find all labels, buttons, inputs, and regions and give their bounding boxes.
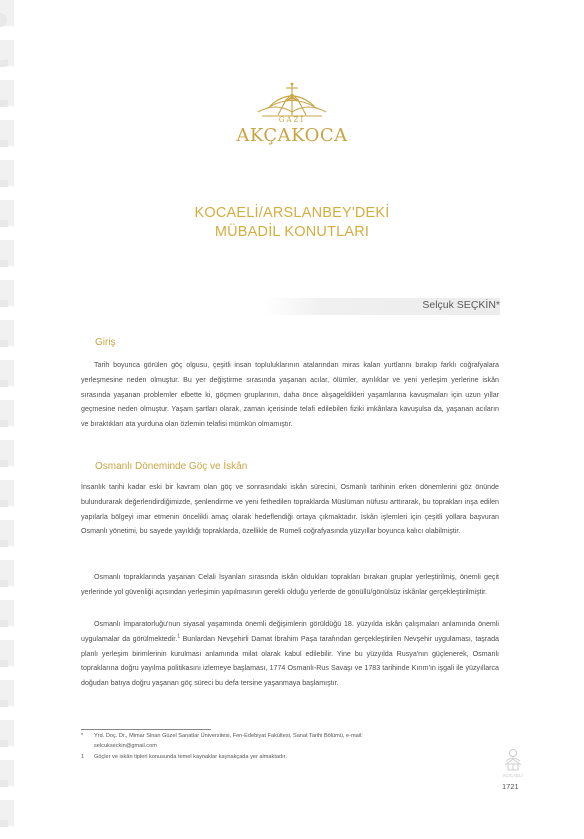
kocaeli-emblem-icon: [500, 747, 526, 779]
footnote-author: [81, 732, 499, 751]
logo-top-text: GAZİ: [278, 116, 306, 124]
footnote-reference[interactable]: 1: [177, 633, 180, 640]
article-title: [100, 204, 484, 242]
page-number: 1721: [502, 782, 519, 791]
paragraph: [81, 617, 499, 691]
left-margin-decoration: [0, 0, 14, 839]
gazi-akcakoca-logo: [226, 82, 358, 152]
section-heading-ottoman: Osmanlı Döneminde Göç ve İskân: [95, 461, 248, 472]
title-line-2: MÜBADİL KONUTLARI: [214, 224, 370, 240]
footnote-email[interactable]: selcukseckin@gmail.com: [94, 742, 157, 749]
author-name: Selçuk SEÇKİN*: [422, 299, 500, 311]
paragraph-text: Osmanlı İmparatorluğu'nun siyasal yaşamında önemli değişimlerin görüldüğü 18. yüzyılda iskân çalışmaları anlamında önemli uygulamalar da görülmektedir.: [81, 620, 499, 643]
paragraph: İnsanlık tarihi kadar eski bir kavram olan göç ve sonrasındaki iskân sürecini, Osmanlı tarihinin erken dönemlerini göz önünde bulundurarak değerlendirdiğimizde, şenlendirme ve yeni fethedilen topraklarda Müslüman nüfusu arttırarak, bu toprakları inşa edilen yapılarla bölgeyi imar etmenin öncelikli amaç olarak hedeflendiği ortaya çıkmaktadır. İskân işlemleri için çeşitli yollara başvuran Osmanlı yönetimi, bu sayede yayıldığı topraklarda, özellikle de Rumeli coğrafyasında yüzyıllar boyunca kalıcı olabilmiştir.: [81, 483, 499, 536]
footnote-1: [81, 753, 499, 763]
footnote-text: Yrd. Doç. Dr., Mimar Sinan Güzel Sanatlar Üniversitesi, Fen-Edebiyat Fakültesi, Sanat Tarihi Bölümü, e-mail:: [94, 733, 363, 739]
paragraph: Tarih boyunca görülen göç olgusu, çeşitli insan topluluklarının atalarından miras kalan yurtlarını bırakıp farklı coğrafyalara yerleşmesine neden olmuştur. Bu yer değiştirme sırasında yaşanan acılar, ölümler, ayrılıklar ve yeni yerleşim yerlerine iskân sırasında yaşanan problemler elbette ki, göçmen gruplarının, daha önce alışageldikleri yaşamlarına kavuşmaları için uzun yıllar geçmesine neden olmuştur. Yaşam şartları olarak, zaman içerisinde telafi edilebilen fiziki imkânlara kavuşulsa da, yaşanan acıların ve bıraktıkları ata yurduna olan özlemin telafisi mümkün olmamıştır.: [81, 361, 499, 429]
footnote-mark: 1: [81, 754, 85, 760]
title-line-1: KOCAELİ/ARSLANBEY'DEKİ: [194, 205, 390, 221]
section-heading-intro: Giriş: [95, 337, 116, 348]
footnote-divider: [81, 729, 211, 730]
paragraph: Osmanlı topraklarında yaşanan Celali İsyanları sırasında iskân oldukları toprakları bırakan gruplar yerleştirilmiş, önemli geçit yerlerinde yol güvenliği açısından yerleşimin yapılmasının gerekli olduğu yerlerde de gönüllü/gönülsüz iskânlar gerçekleştirilmiştir.: [81, 573, 499, 596]
footnote-text: Göçler ve iskân tipleri konusunda temel kaynaklar kaynakçada yer almaktadır.: [94, 754, 287, 760]
logo-main-text: AKÇAKOCA: [236, 125, 348, 146]
emblem-label: KOCAELİ: [503, 773, 523, 778]
footnote-mark: *: [81, 733, 84, 739]
paragraph-text: Bunlardan Nevşehirli Damat İbrahim Paşa tarafından gerçekleştirilen Nevşehir uygulaması, taşrada planlı yerleşim birimlerinin kurulması anlamında milat olarak kabul edilebilir. Yine bu yüzyılda Rusya'nın güçlenerek, Osmanlı topraklarına doğru yayılma politikasını izlemeye başlaması, 1774 Osmanlı-Rus Savaşı ve 1783 tarihinde Kırım'ın işgali ile yüzyıllarca doğudan batıya doğru yaşanan göç süreci bu defa tersine yaşanmaya başlamıştır.: [81, 634, 500, 688]
